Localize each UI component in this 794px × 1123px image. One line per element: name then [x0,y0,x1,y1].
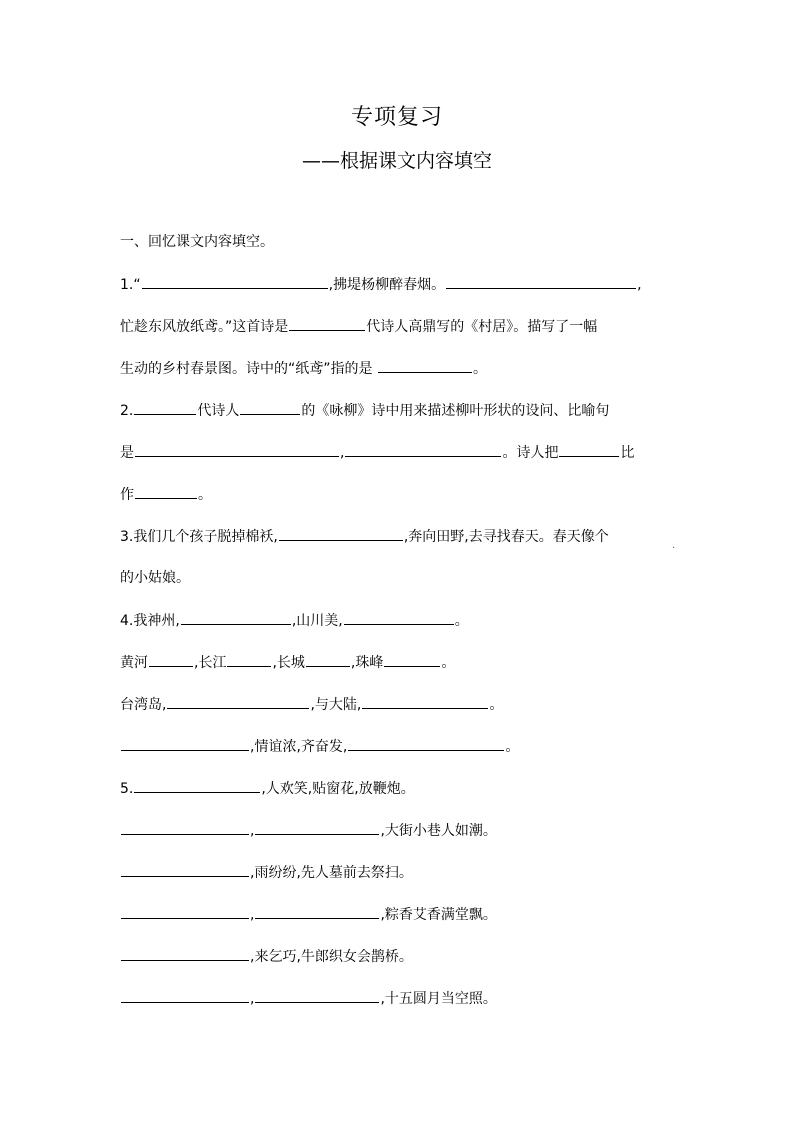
answer-blank[interactable] [142,274,328,289]
page-title: 专项复习 [350,105,443,130]
answer-blank[interactable] [240,400,300,415]
answer-blank[interactable] [348,736,504,751]
answer-blank[interactable] [121,820,249,835]
answer-blank[interactable] [362,694,488,709]
answer-blank[interactable] [121,862,249,877]
q1-line-3: 生动的乡村春景图。诗中的“纸鸢”指的是 。 [120,358,487,379]
q5-line-1: 5. ,人欢笑,贴窗花,放鞭炮。 [120,778,415,799]
answer-blank[interactable] [167,694,309,709]
margin-mark: . [672,540,676,551]
q1-line-2: 忙趁东风放纸鸢。”这首诗是 代诗人高鼎写的《村居》。描写了一幅 [120,316,597,337]
answer-blank[interactable] [121,946,249,961]
answer-blank[interactable] [279,526,403,541]
q5-line-3: ,雨纷纷,先人墓前去祭扫。 [120,862,413,883]
q5-line-2: , ,大街小巷人如潮。 [120,820,497,841]
answer-blank[interactable] [121,736,249,751]
answer-blank[interactable] [121,988,249,1003]
answer-blank[interactable] [559,442,619,457]
answer-blank[interactable] [344,610,454,625]
q2-line-1: 2. 代诗人 的《咏柳》诗中用来描述柳叶形状的设问、比喻句 [120,400,609,421]
page-subtitle: ——根据课文内容填空 [301,150,492,172]
q5-line-6: , ,十五圆月当空照。 [120,988,497,1009]
answer-blank[interactable] [345,442,501,457]
section-heading: 一、回忆课文内容填空。 [120,234,274,250]
answer-blank[interactable] [149,652,193,667]
q2-line-3: 作 。 [120,484,212,505]
answer-blank[interactable] [255,820,379,835]
q4-line-2: 黄河 ,长江 ,长城 ,珠峰 。 [120,652,455,673]
answer-blank[interactable] [255,988,379,1003]
q4-line-4: ,情谊浓,齐奋发, 。 [120,736,519,757]
q3-line-2: 的小姑娘。 [120,570,190,586]
q2-line-2: 是 , 。诗人把 比 [120,442,634,463]
answer-blank[interactable] [255,904,379,919]
answer-blank[interactable] [181,610,291,625]
answer-blank[interactable] [446,274,636,289]
q4-line-3: 台湾岛, ,与大陆, 。 [120,694,503,715]
answer-blank[interactable] [135,484,197,499]
q5-line-5: ,来乞巧,牛郎织女会鹊桥。 [120,946,413,967]
answer-blank[interactable] [306,652,350,667]
answer-blank[interactable] [289,316,365,331]
q4-line-1: 4.我神州, ,山川美, 。 [120,610,469,631]
answer-blank[interactable] [227,652,271,667]
q3-line-1: 3.我们几个孩子脱掉棉袄, ,奔向田野,去寻找春天。春天像个 [120,526,609,547]
answer-blank[interactable] [135,442,339,457]
answer-blank[interactable] [134,778,260,793]
answer-blank[interactable] [134,400,196,415]
q1-line-1: 1.“ ,拂堤杨柳醉春烟。 , [120,274,642,295]
answer-blank[interactable] [121,904,249,919]
answer-blank[interactable] [384,652,440,667]
answer-blank[interactable] [378,358,472,373]
q5-line-4: , ,粽香艾香满堂飘。 [120,904,497,925]
